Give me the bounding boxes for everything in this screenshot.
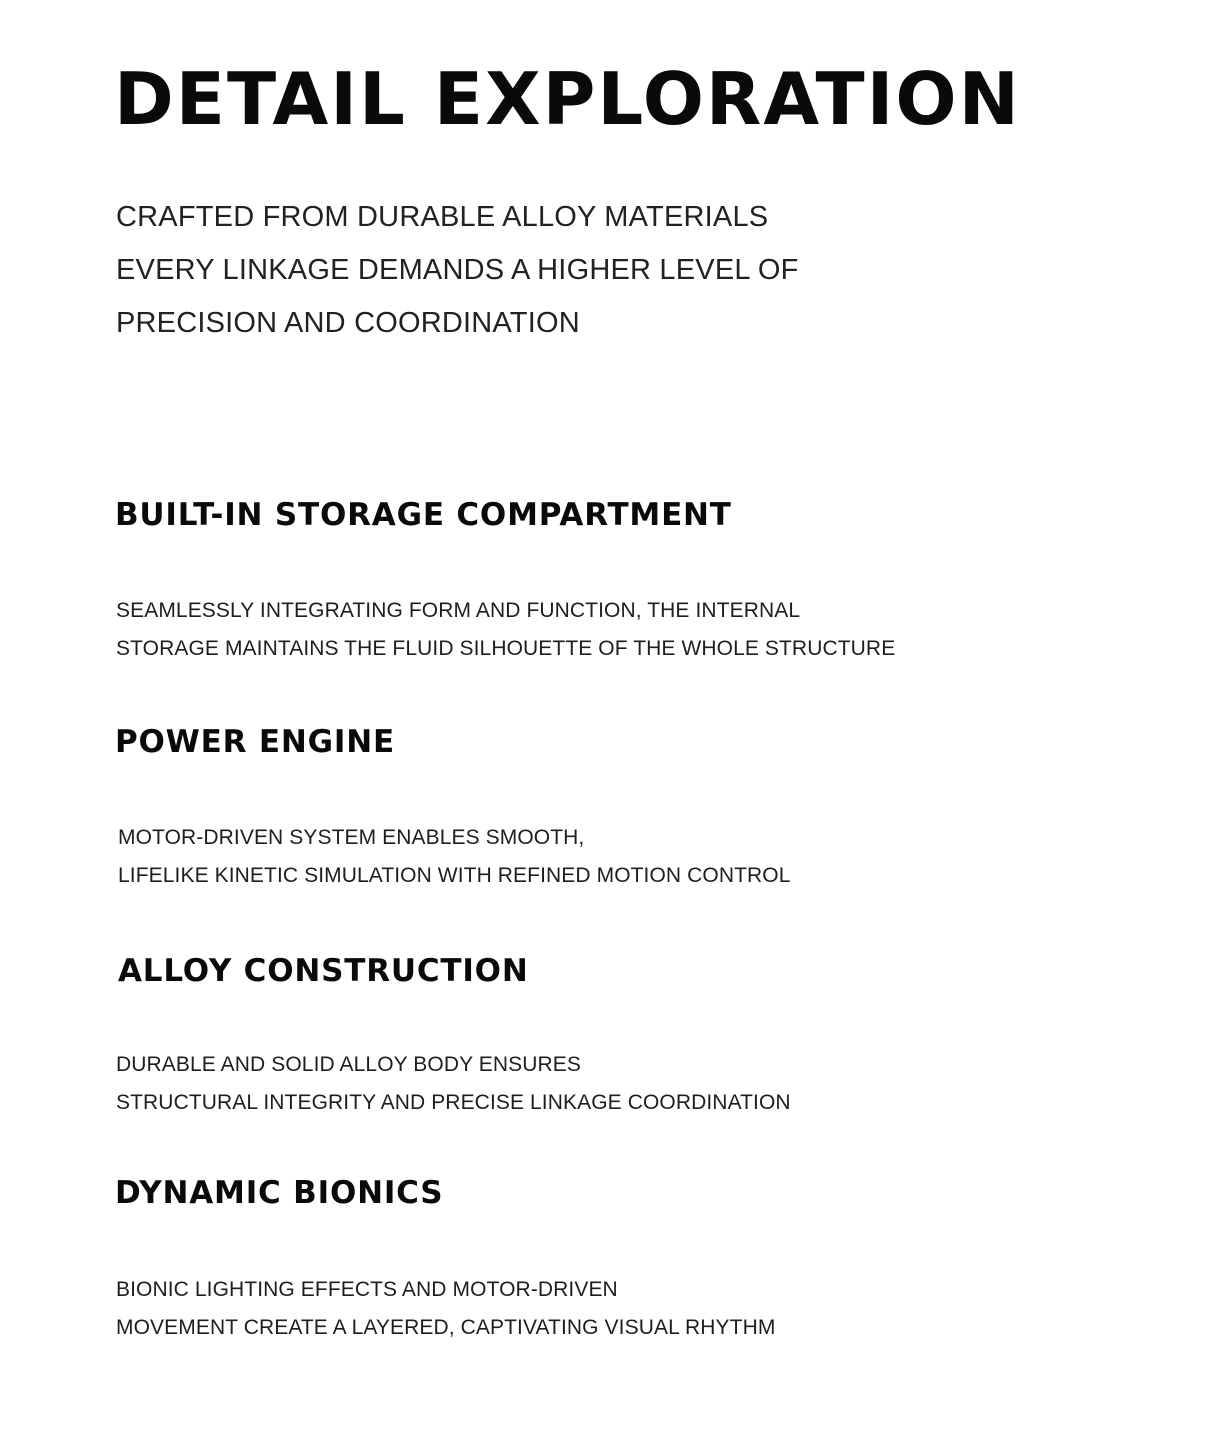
section-dynamic-bionics	[115, 1173, 1115, 1339]
intro-line: EVERY LINKAGE DEMANDS A HIGHER LEVEL OF	[116, 254, 799, 286]
section-title: POWER ENGINE	[115, 724, 395, 760]
intro-paragraph	[116, 191, 799, 350]
section-title: ALLOY CONSTRUCTION	[118, 953, 529, 989]
description-line: SEAMLESSLY INTEGRATING FORM AND FUNCTION, THE INTERNAL	[116, 599, 801, 622]
description-line: DURABLE AND SOLID ALLOY BODY ENSURES	[116, 1053, 581, 1076]
intro-line: PRECISION AND COORDINATION	[116, 307, 580, 339]
section-description	[118, 819, 791, 895]
section-description	[116, 1046, 791, 1122]
description-line: MOTOR-DRIVEN SYSTEM ENABLES SMOOTH,	[118, 826, 585, 849]
section-alloy-construction	[115, 951, 1115, 1114]
section-title: BUILT-IN STORAGE COMPARTMENT	[115, 497, 732, 533]
description-line: BIONIC LIGHTING EFFECTS AND MOTOR-DRIVEN	[116, 1278, 618, 1301]
section-power-engine	[115, 722, 1115, 887]
page-title: DETAIL EXPLORATION	[114, 57, 1021, 141]
section-description	[116, 1271, 775, 1347]
description-line: LIFELIKE KINETIC SIMULATION WITH REFINED MOTION CONTROL	[118, 864, 791, 887]
description-line: MOVEMENT CREATE A LAYERED, CAPTIVATING VISUAL RHYTHM	[116, 1316, 776, 1339]
section-description	[116, 592, 895, 668]
intro-line: CRAFTED FROM DURABLE ALLOY MATERIALS	[116, 201, 769, 233]
description-line: STORAGE MAINTAINS THE FLUID SILHOUETTE OF THE WHOLE STRUCTURE	[116, 637, 896, 660]
section-title: DYNAMIC BIONICS	[115, 1175, 444, 1211]
section-storage-compartment	[115, 495, 1115, 660]
description-line: STRUCTURAL INTEGRITY AND PRECISE LINKAGE COORDINATION	[116, 1091, 791, 1114]
